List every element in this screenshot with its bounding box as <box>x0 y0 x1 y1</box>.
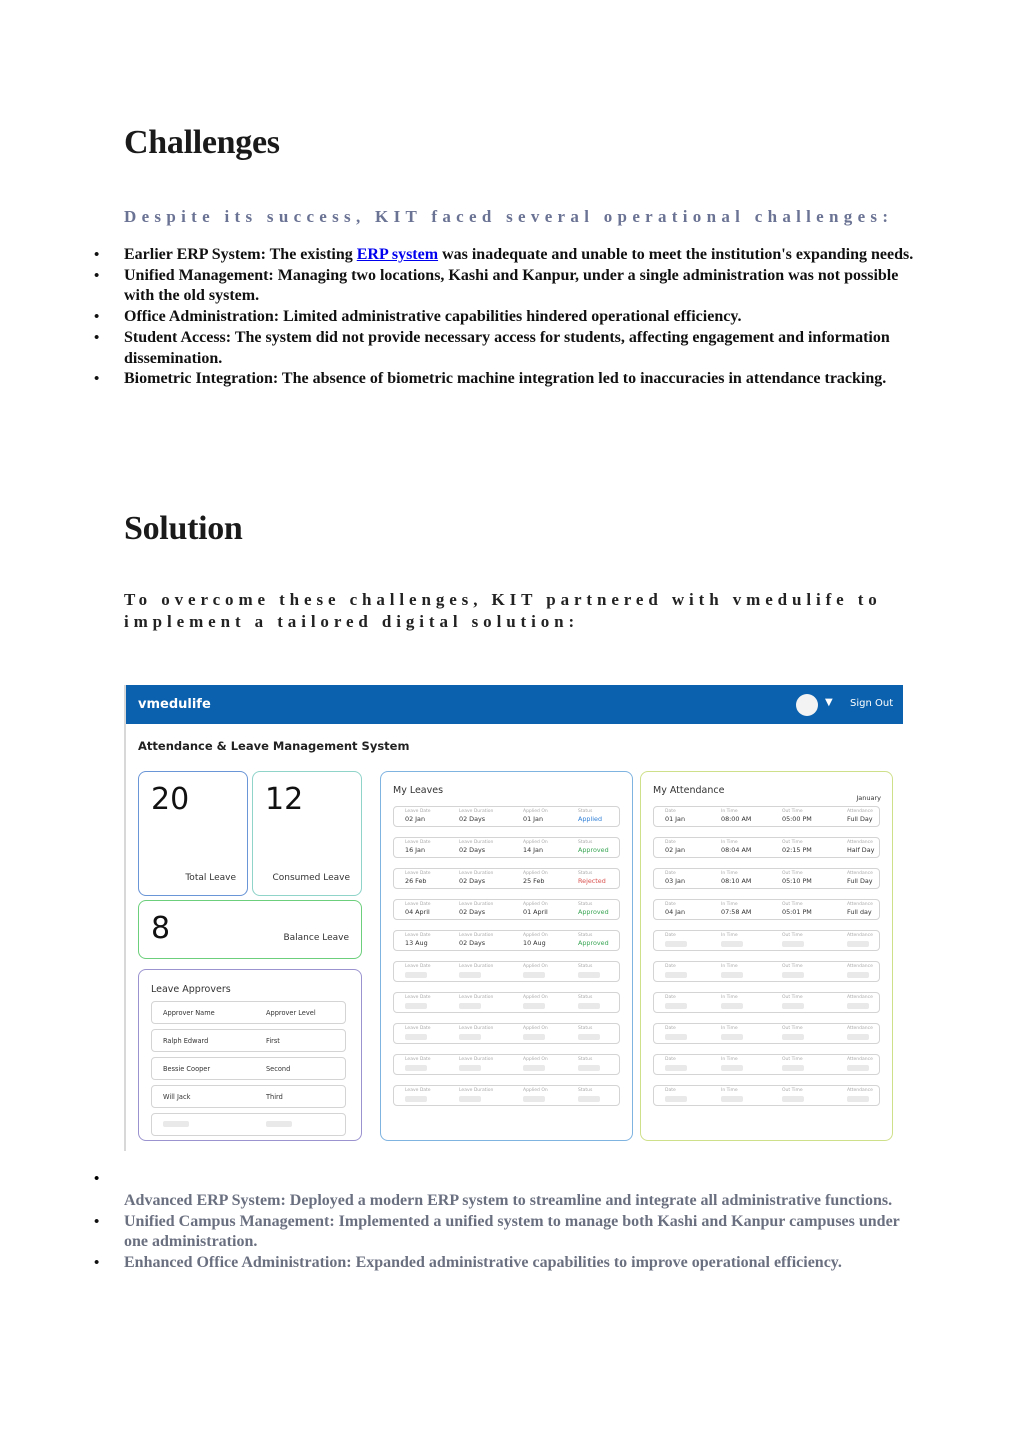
column-header: Leave Duration <box>459 1088 494 1093</box>
column-header: In Time <box>721 995 738 1000</box>
table-row <box>393 868 620 889</box>
table-cell <box>578 840 609 855</box>
cell-value: 16 Jan <box>405 846 426 854</box>
solution-intro-line2: implement a tailored digital solution: <box>124 612 580 631</box>
table-row-placeholder <box>393 1023 620 1044</box>
table-cell <box>405 933 431 948</box>
my-leaves-panel <box>380 771 633 1141</box>
column-header: Date <box>665 840 676 845</box>
column-header: In Time <box>721 871 738 876</box>
table-row <box>653 837 880 858</box>
table-cell <box>721 933 743 947</box>
solution-intro-line1: To overcome these challenges, KIT partnered with vmedulife to <box>124 590 882 609</box>
cell-value: 13 Aug <box>405 939 428 947</box>
my-attendance-title: My Attendance <box>653 785 725 796</box>
column-header: Applied On <box>523 1057 548 1062</box>
table-cell <box>665 840 685 855</box>
column-header: Out Time <box>782 809 803 814</box>
table-cell <box>578 1026 600 1040</box>
table-cell <box>721 1026 743 1040</box>
column-header: Status <box>578 933 593 938</box>
column-header: Leave Date <box>405 1026 431 1031</box>
total-leave-card <box>138 771 248 896</box>
table-cell <box>405 902 431 917</box>
table-cell <box>459 1026 493 1040</box>
table-cell <box>578 871 606 886</box>
table-cell <box>665 809 685 824</box>
table-cell <box>523 1088 548 1102</box>
table-cell <box>523 995 548 1009</box>
column-header: Applied On <box>523 840 548 845</box>
table-cell <box>721 995 743 1009</box>
cell-value: 05:10 PM <box>782 877 812 885</box>
cell-value: 04 April <box>405 908 430 916</box>
column-header: Status <box>578 840 593 845</box>
list-item: Advanced ERP System: Deployed a modern ERP system to streamline and integrate all administrative functions. <box>124 1192 893 1209</box>
table-cell <box>459 871 493 886</box>
table-cell <box>847 995 873 1009</box>
table-row-placeholder <box>653 961 880 982</box>
column-header: Date <box>665 809 676 814</box>
app-topbar <box>126 685 903 724</box>
cell-value: 08:04 AM <box>721 846 752 854</box>
column-header: Attendance <box>847 1057 873 1062</box>
my-attendance-panel <box>640 771 893 1141</box>
table-row-placeholder <box>151 1113 346 1136</box>
table-row <box>393 806 620 827</box>
total-leave-value: 20 <box>151 782 190 817</box>
table-cell <box>665 1026 687 1040</box>
column-header: Date <box>665 933 676 938</box>
table-cell <box>721 1088 743 1102</box>
list-item: • Unified Campus Management: Implemented a unified system to manage both Kashi and Kanpur campuses under one administration. <box>124 1212 904 1253</box>
table-row: Bessie Cooper Second <box>151 1057 346 1080</box>
table-cell <box>523 871 548 886</box>
consumed-leave-card <box>252 771 362 896</box>
cell-value: Full day <box>847 908 872 916</box>
column-header: Out Time <box>782 964 803 969</box>
table-row <box>653 868 880 889</box>
table-cell <box>721 840 751 855</box>
table-row-placeholder <box>653 1023 880 1044</box>
solution-list <box>124 1191 904 1274</box>
table-cell <box>847 809 873 824</box>
table-cell <box>847 1088 873 1102</box>
leave-approvers-title: Leave Approvers <box>151 984 231 995</box>
cell-value: 08:10 AM <box>721 877 752 885</box>
column-header: Leave Date <box>405 995 431 1000</box>
table-cell <box>847 902 873 917</box>
table-cell <box>405 995 431 1009</box>
column-header: Leave Duration <box>459 995 494 1000</box>
table-cell <box>459 964 493 978</box>
column-header: Status <box>578 1088 593 1093</box>
status-badge: Approved <box>578 939 609 947</box>
column-header: Leave Duration <box>459 1057 494 1062</box>
table-cell <box>782 1088 804 1102</box>
cell-value: 10 Aug <box>523 939 546 947</box>
column-header: Applied On <box>523 871 548 876</box>
chevron-down-icon[interactable]: ▼ <box>825 697 833 708</box>
column-header: Applied On <box>523 1026 548 1031</box>
column-header: Leave Date <box>405 933 431 938</box>
table-cell <box>721 902 751 917</box>
table-cell <box>665 964 687 978</box>
cell-value: 01 April <box>523 908 548 916</box>
table-cell <box>578 1057 600 1071</box>
column-header: Date <box>665 964 676 969</box>
column-header: Applied On <box>523 933 548 938</box>
cell-value: 05:00 PM <box>782 815 812 823</box>
table-cell <box>523 809 548 824</box>
table-row-placeholder <box>653 1054 880 1075</box>
list-item: • Biometric Integration: The absence of biometric machine integration led to inaccuracies in attendance tracking. <box>124 369 914 390</box>
column-header: Applied On <box>523 964 548 969</box>
column-header: Status <box>578 964 593 969</box>
table-cell <box>405 1057 431 1071</box>
table-cell <box>782 840 812 855</box>
column-header: Status <box>578 871 593 876</box>
total-leave-label: Total Leave <box>185 873 236 883</box>
table-cell <box>459 995 493 1009</box>
challenges-list <box>124 245 914 390</box>
status-badge: Approved <box>578 846 609 854</box>
column-header: Leave Duration <box>459 809 494 814</box>
column-header: Out Time <box>782 1057 803 1062</box>
table-cell <box>578 933 609 948</box>
column-header: Out Time <box>782 1026 803 1031</box>
table-cell <box>665 902 685 917</box>
table-cell <box>405 1026 431 1040</box>
table-cell <box>523 902 548 917</box>
column-header: Attendance <box>847 871 873 876</box>
cell-value: 01 Jan <box>523 815 544 823</box>
cell-value: Full Day <box>847 877 873 885</box>
table-cell <box>782 964 804 978</box>
consumed-leave-label: Consumed Leave <box>272 873 350 883</box>
table-cell <box>782 1057 804 1071</box>
column-header: Leave Duration <box>459 1026 494 1031</box>
table-row: Ralph Edward First <box>151 1029 346 1052</box>
table-row-placeholder <box>653 1085 880 1106</box>
column-header: Date <box>665 902 676 907</box>
list-item: • Unified Management: Managing two locations, Kashi and Kanpur, under a single administration was not possible with the old system. <box>124 266 914 307</box>
column-header: Leave Date <box>405 902 431 907</box>
column-header: Leave Date <box>405 871 431 876</box>
table-cell <box>847 1026 873 1040</box>
cell-value: Half Day <box>847 846 875 854</box>
table-cell <box>847 964 873 978</box>
column-header: In Time <box>721 1026 738 1031</box>
consumed-leave-value: 12 <box>265 782 304 817</box>
challenges-heading: Challenges <box>124 124 280 161</box>
table-cell <box>578 809 602 824</box>
column-header: Status <box>578 809 593 814</box>
column-header: Date <box>665 1026 676 1031</box>
table-cell <box>665 1088 687 1102</box>
table-row <box>393 899 620 920</box>
cell-value: 07:58 AM <box>721 908 752 916</box>
table-cell <box>459 1088 493 1102</box>
column-header: In Time <box>721 964 738 969</box>
table-cell <box>578 902 609 917</box>
table-row-placeholder <box>393 1054 620 1075</box>
challenges-intro: Despite its success, KIT faced several operational challenges: <box>124 207 894 226</box>
column-header: Attendance <box>847 1026 873 1031</box>
table-row: Will Jack Third <box>151 1085 346 1108</box>
table-cell <box>523 964 548 978</box>
balance-leave-value: 8 <box>151 911 171 946</box>
cell-value: 14 Jan <box>523 846 544 854</box>
table-cell <box>847 1057 873 1071</box>
cell-value: 26 Feb <box>405 877 427 885</box>
list-item: • Earlier ERP System: The existing ERP system was inadequate and unable to meet the institution's expanding needs. <box>124 245 914 266</box>
column-header: In Time <box>721 1057 738 1062</box>
column-header: In Time <box>721 1088 738 1093</box>
cell-value: 02 Days <box>459 908 486 916</box>
table-cell <box>405 809 431 824</box>
app-title: Attendance & Leave Management System <box>138 739 410 753</box>
table-cell <box>665 995 687 1009</box>
column-header: Leave Date <box>405 1057 431 1062</box>
column-header: Applied On <box>523 1088 548 1093</box>
cell-value: 25 Feb <box>523 877 545 885</box>
table-cell <box>782 902 812 917</box>
column-header: Status <box>578 1057 593 1062</box>
table-cell <box>665 1057 687 1071</box>
sign-out-button[interactable]: Sign Out <box>850 698 894 709</box>
cell-value: 01 Jan <box>665 815 686 823</box>
cell-value: 02 Days <box>459 846 486 854</box>
leave-approvers-panel <box>138 969 362 1141</box>
table-cell <box>782 995 804 1009</box>
table-cell <box>721 964 743 978</box>
solution-heading: Solution <box>124 510 243 547</box>
cell-value: 02 Jan <box>405 815 426 823</box>
column-header: In Time <box>721 840 738 845</box>
table-cell <box>523 933 548 948</box>
cell-value: 02 Days <box>459 815 486 823</box>
list-item: • Office Administration: Limited administrative capabilities hindered operational efficiency. <box>124 307 914 328</box>
table-cell <box>459 902 493 917</box>
table-cell <box>523 840 548 855</box>
column-header: Out Time <box>782 902 803 907</box>
status-badge: Applied <box>578 815 603 823</box>
table-cell <box>459 1057 493 1071</box>
app-screenshot <box>124 685 903 1151</box>
column-header: Leave Date <box>405 840 431 845</box>
table-cell <box>782 1026 804 1040</box>
cell-value: 08:00 AM <box>721 815 752 823</box>
table-row <box>393 837 620 858</box>
table-cell <box>665 933 687 947</box>
table-cell <box>847 840 874 855</box>
column-header: Applied On <box>523 995 548 1000</box>
avatar[interactable] <box>796 694 818 716</box>
column-header: Leave Duration <box>459 902 494 907</box>
column-header: Attendance <box>847 964 873 969</box>
cell-value: 02 Jan <box>665 846 686 854</box>
column-header: Date <box>665 1057 676 1062</box>
column-header: Leave Duration <box>459 840 494 845</box>
table-cell <box>665 871 685 886</box>
column-header: Attendance <box>847 809 873 814</box>
status-badge: Approved <box>578 908 609 916</box>
table-cell <box>578 1088 600 1102</box>
column-header: Leave Date <box>405 1088 431 1093</box>
column-header: Out Time <box>782 995 803 1000</box>
table-row <box>653 899 880 920</box>
column-header: In Time <box>721 809 738 814</box>
column-header: Applied On <box>523 809 548 814</box>
column-header: In Time <box>721 902 738 907</box>
column-header: In Time <box>721 933 738 938</box>
table-cell <box>405 840 431 855</box>
table-row-placeholder <box>653 930 880 951</box>
table-cell <box>721 871 751 886</box>
table-row-placeholder <box>393 961 620 982</box>
balance-leave-label: Balance Leave <box>283 933 349 943</box>
column-header: Out Time <box>782 871 803 876</box>
column-header: Out Time <box>782 840 803 845</box>
table-cell <box>721 1057 743 1071</box>
table-cell <box>847 933 873 947</box>
column-header: Date <box>665 995 676 1000</box>
cell-value: Full Day <box>847 815 873 823</box>
approver-header-row: Approver Name Approver Level <box>151 1001 346 1024</box>
cell-value: 02 Days <box>459 939 486 947</box>
column-header: Leave Date <box>405 809 431 814</box>
table-cell <box>459 809 493 824</box>
attendance-month: January <box>856 794 881 802</box>
column-header: Attendance <box>847 1088 873 1093</box>
column-header: Status <box>578 995 593 1000</box>
column-header: Status <box>578 902 593 907</box>
column-header: Status <box>578 1026 593 1031</box>
column-header: Leave Duration <box>459 871 494 876</box>
table-row-placeholder <box>393 1085 620 1106</box>
table-cell <box>578 995 600 1009</box>
cell-value: 02:15 PM <box>782 846 812 854</box>
table-cell <box>782 809 812 824</box>
column-header: Out Time <box>782 933 803 938</box>
column-header: Attendance <box>847 840 873 845</box>
table-row-placeholder <box>653 992 880 1013</box>
cell-value: 05:01 PM <box>782 908 812 916</box>
list-item: • Student Access: The system did not provide necessary access for students, affecting engagement and information dissemination. <box>124 328 914 369</box>
table-cell <box>721 809 751 824</box>
table-cell <box>459 933 493 948</box>
table-cell <box>405 964 431 978</box>
table-cell <box>782 933 804 947</box>
column-header: Leave Duration <box>459 933 494 938</box>
erp-system-link[interactable]: ERP system <box>356 246 439 263</box>
column-header: Attendance <box>847 933 873 938</box>
column-header: Leave Date <box>405 964 431 969</box>
app-brand: vmedulife <box>138 697 211 712</box>
cell-value: 02 Days <box>459 877 486 885</box>
table-cell <box>405 1088 431 1102</box>
column-header: Date <box>665 1088 676 1093</box>
column-header: Applied On <box>523 902 548 907</box>
cell-value: 03 Jan <box>665 877 686 885</box>
table-cell <box>405 871 431 886</box>
table-row <box>393 930 620 951</box>
empty-bullet: • <box>94 1171 100 1187</box>
balance-leave-card <box>138 900 362 959</box>
status-badge: Rejected <box>578 877 606 885</box>
table-cell <box>459 840 493 855</box>
column-header: Leave Duration <box>459 964 494 969</box>
table-cell <box>847 871 873 886</box>
table-row <box>653 806 880 827</box>
my-leaves-title: My Leaves <box>393 785 444 796</box>
column-header: Out Time <box>782 1088 803 1093</box>
column-header: Attendance <box>847 902 873 907</box>
table-cell <box>578 964 600 978</box>
table-row-placeholder <box>393 992 620 1013</box>
table-cell <box>523 1026 548 1040</box>
list-item: • Enhanced Office Administration: Expanded administrative capabilities to improve operational efficiency. <box>124 1253 904 1274</box>
column-header: Attendance <box>847 995 873 1000</box>
table-cell <box>782 871 812 886</box>
table-cell <box>523 1057 548 1071</box>
cell-value: 04 Jan <box>665 908 686 916</box>
column-header: Date <box>665 871 676 876</box>
